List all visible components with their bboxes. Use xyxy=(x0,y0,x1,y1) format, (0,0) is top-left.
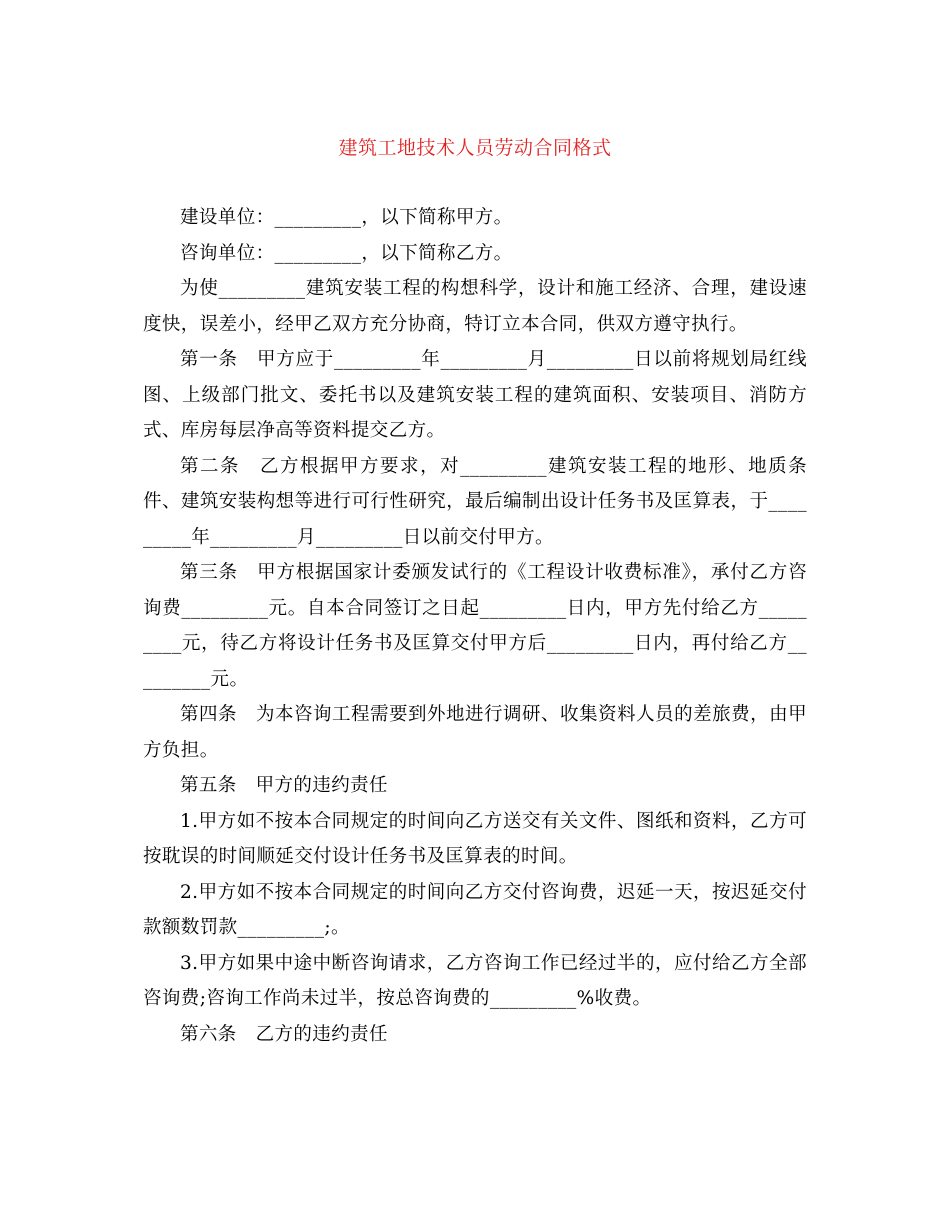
paragraph-article-5-item-1: 1.甲方如不按本合同规定的时间向乙方送交有关文件、图纸和资料，乙方可按耽误的时间顺延交付设计任务书及匡算表的时间。 xyxy=(143,810,807,867)
document-title: 建筑工地技术人员劳动合同格式 xyxy=(338,137,612,159)
paragraph-article-5-heading: 第五条 甲方的违约责任 xyxy=(180,775,388,796)
paragraph-article-4: 第四条 为本咨询工程需要到外地进行调研、收集资料人员的差旅费，由甲方负担。 xyxy=(143,704,807,761)
document-body xyxy=(143,200,807,1052)
paragraph-article-6-heading: 第六条 乙方的违约责任 xyxy=(180,1023,388,1045)
paragraph-article-2: 第二条 乙方根据甲方要求，对_________建筑安装工程的地形、地质条件、建筑安装构想等进行可行性研究，最后编制出设计任务书及匡算表，于_________年_________月_________日以前交付甲方。 xyxy=(143,455,807,548)
paragraph-party-b: 咨询单位：_________，以下简称乙方。 xyxy=(180,242,513,264)
paragraph-article-5-item-2: 2.甲方如不按本合同规定的时间向乙方交付咨询费，迟延一天，按迟延交付款额数罚款_________;。 xyxy=(143,881,807,938)
paragraph-article-5-item-3: 3.甲方如果中途中断咨询请求，乙方咨询工作已经过半的，应付给乙方全部咨询费;咨询工作尚未过半，按总咨询费的_________%收费。 xyxy=(143,952,807,1009)
paragraph-preamble: 为使_________建筑安装工程的构想科学，设计和施工经济、合理，建设速度快，误差小，经甲乙双方充分协商，特订立本合同，供双方遵守执行。 xyxy=(143,278,807,335)
paragraph-party-a: 建设单位：_________，以下简称甲方。 xyxy=(180,207,513,228)
paragraph-article-1: 第一条 甲方应于_________年_________月_________日以前将规划局红线图、上级部门批文、委托书以及建筑安装工程的建筑面积、安装项目、消防方式、库房每层净高等资料提交乙方。 xyxy=(143,349,807,441)
paragraph-article-3: 第三条 甲方根据国家计委颁发试行的《工程设计收费标准》，承付乙方咨询费_________元。自本合同签订之日起_________日内，甲方先付给乙方_________元，待乙方将设计任务书及匡算交付甲方后_________日内，再付给乙方_________元。 xyxy=(143,562,807,690)
